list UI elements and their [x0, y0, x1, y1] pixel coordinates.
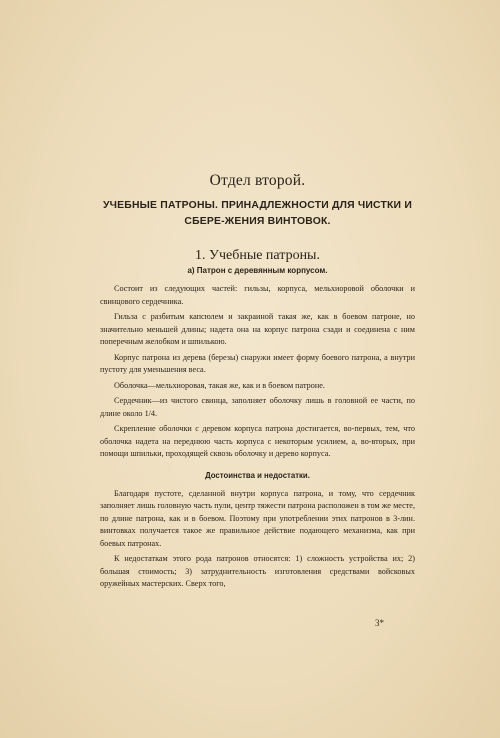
page-content [100, 172, 415, 594]
subsection-heading: 1. Учебные патроны. [195, 248, 320, 263]
page-number: 3* [375, 618, 384, 628]
paragraph: Корпус патрона из дерева (березы) снаружи имеет форму боевого патрона, а внутри пустоту для уменьшения веса. [100, 352, 415, 374]
chapter-title: УЧЕБНЫЕ ПАТРОНЫ. ПРИНАДЛЕЖНОСТИ ДЛЯ ЧИСТКИ И СБЕРЕ-ЖЕНИЯ ВИНТОВОК. [103, 200, 412, 227]
section-heading: Отдел второй. [209, 172, 306, 189]
paragraph: Состоит из следующих частей: гильзы, корпуса, мельхиоровой оболочки и свинцового сердечника. [100, 284, 415, 306]
subsubsection-heading: а) Патрон с деревянным корпусом. [187, 266, 328, 275]
paragraph: К недостаткам этого рода патронов относятся: 1) сложность устройства их; 2) большая стоимость; 3) затруднительность изготовления средствами войсковых оружейных мастерских. Сверх того, [100, 554, 415, 588]
paragraph: Гильза с разбитым капсюлем и закраиной такая же, как в боевом патроне, но значительно меньшей длины; надета она на корпус патрона сзади и соединена с ним поперечным желобком и шпилькою. [100, 312, 415, 346]
paragraph: Оболочка—мельхиоровая, такая же, как и в боевом патроне. [114, 380, 325, 390]
paragraph: Скрепление оболочки с деревом корпуса патрона достигается, во-первых, тем, что оболочка надета на переднюю часть корпуса с некоторым усилием, а, во-вторых, при помощи шпильки, проходящей сквозь оболочку и дерево корпуса. [100, 424, 415, 458]
paragraph: Сердечник—из чистого свинца, заполняет оболочку лишь в головной ее части, по длине около 1/4. [100, 396, 415, 418]
paragraph: Благодаря пустоте, сделанной внутри корпуса патрона, и тому, что сердечник заполняет лишь головную часть пули, центр тяжести патрона расположен в том же месте, по длине патрона, как и в боевом. Поэтому при употреблении этих патронов в 3-лин. винтовках получается такое же правильное действие подающего механизма, как при боевых патронах. [100, 488, 415, 548]
advantages-heading: Достоинства и недостатки. [205, 470, 310, 480]
